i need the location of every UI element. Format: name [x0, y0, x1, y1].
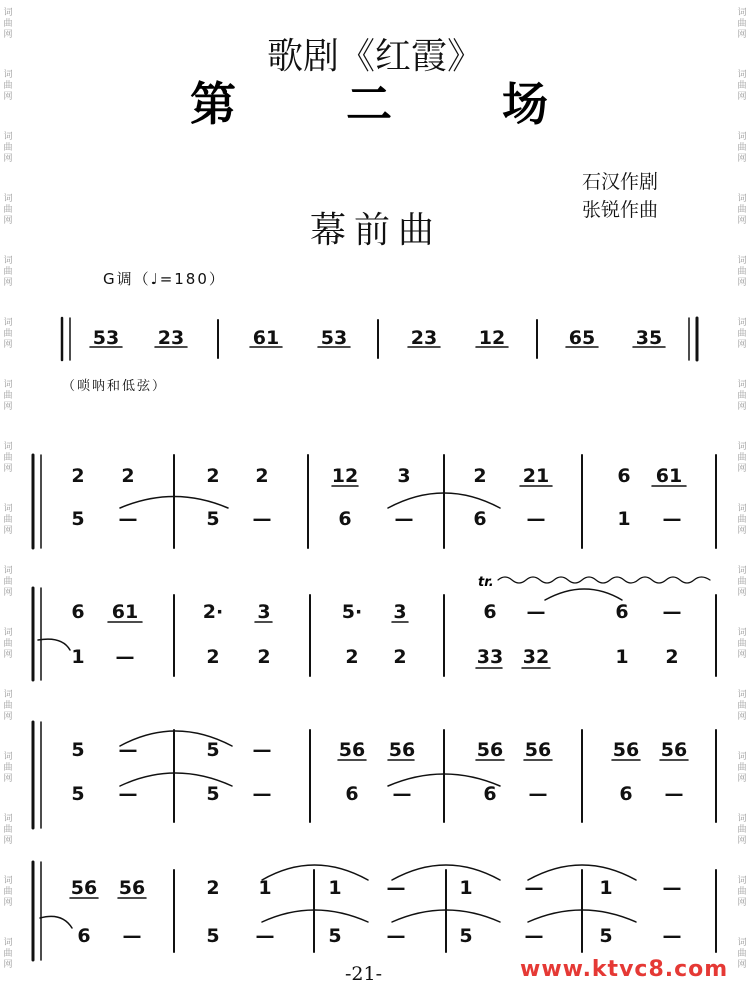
score-note: 6 — [473, 508, 487, 530]
score-note: 2 — [393, 646, 407, 668]
watermark-text: 词 曲 网 — [737, 380, 747, 412]
score-note: 6 — [71, 601, 85, 623]
watermark-text: 词 曲 网 — [737, 504, 747, 536]
score-note: — — [394, 508, 414, 530]
score-note: 5 — [206, 925, 220, 947]
score-note: 2 — [206, 877, 220, 899]
watermark-text: 词 曲 网 — [737, 566, 747, 598]
watermark-text: 词 曲 网 — [737, 876, 747, 908]
score-note: 32 — [522, 646, 550, 668]
score-note: 3 — [257, 601, 271, 623]
score-note: 5 — [71, 739, 85, 761]
watermark-text: 词 曲 网 — [3, 70, 13, 102]
score-note: 12 — [331, 465, 359, 487]
score-note: 2 — [345, 646, 359, 668]
score-note: 5 — [206, 739, 220, 761]
score-note: 6 — [345, 783, 359, 805]
watermark-text: 词 曲 网 — [3, 318, 13, 350]
watermark-text: 词 曲 网 — [3, 442, 13, 474]
score-note: 5 — [599, 925, 613, 947]
score-note: 1 — [258, 877, 272, 899]
score-note: 1 — [615, 646, 629, 668]
watermark-text: 词 曲 网 — [737, 194, 747, 226]
watermark-text: 词 曲 网 — [3, 8, 13, 40]
score-note: — — [524, 877, 544, 899]
watermark-text: 词 曲 网 — [737, 8, 747, 40]
piece-title: 幕前曲 — [310, 210, 443, 251]
score-note: 5 — [206, 783, 220, 805]
watermark-text: 词 曲 网 — [3, 814, 13, 846]
score-note: 56 — [660, 739, 688, 761]
page-number: -21- — [345, 963, 383, 985]
watermark-text: 词 曲 网 — [3, 504, 13, 536]
score-note: — — [526, 601, 546, 623]
key-tempo: G调（♩=180） — [103, 270, 226, 288]
score-note: 5 — [71, 508, 85, 530]
score-note: — — [524, 925, 544, 947]
score-note: 1 — [617, 508, 631, 530]
score-note: 2 — [206, 465, 220, 487]
score-note: 2 — [121, 465, 135, 487]
watermark-text: 词 曲 网 — [3, 132, 13, 164]
score-note: 2 — [257, 646, 271, 668]
score-note: 23 — [157, 327, 185, 349]
score-note: — — [392, 783, 412, 805]
score-note: — — [662, 877, 682, 899]
score-note: 6 — [615, 601, 629, 623]
score-note: 2 — [255, 465, 269, 487]
score-note: 6 — [77, 925, 91, 947]
score-note: — — [662, 508, 682, 530]
score-note: 56 — [476, 739, 504, 761]
score-note: — — [252, 739, 272, 761]
score-note: — — [115, 646, 135, 668]
credit-playwright: 石汉作剧 — [582, 171, 659, 193]
score-note: 56 — [612, 739, 640, 761]
score-note: 33 — [476, 646, 504, 668]
score-note: — — [255, 925, 275, 947]
score-note: 1 — [71, 646, 85, 668]
score-note: 1 — [328, 877, 342, 899]
score-note: 35 — [635, 327, 663, 349]
watermark-text: 词 曲 网 — [737, 318, 747, 350]
score-note: — — [252, 508, 272, 530]
score-note: 56 — [70, 877, 98, 899]
page-title: 歌剧《红霞》 — [266, 36, 483, 77]
score-note: 6 — [619, 783, 633, 805]
watermark-text: 词 曲 网 — [737, 628, 747, 660]
score-note: 6 — [338, 508, 352, 530]
act-heading-char: 第 — [190, 77, 238, 131]
score-note: 56 — [338, 739, 366, 761]
score-note: 61 — [252, 327, 280, 349]
watermark-text: 词 曲 网 — [737, 814, 747, 846]
score-note: 5 — [459, 925, 473, 947]
score-note: — — [252, 783, 272, 805]
score-note: 53 — [92, 327, 120, 349]
score-note: — — [118, 508, 138, 530]
watermark-text: 词 曲 网 — [3, 752, 13, 784]
score-note: 12 — [478, 327, 506, 349]
score-note: — — [664, 783, 684, 805]
watermark-text: 词 曲 网 — [3, 380, 13, 412]
score-note: 3 — [397, 465, 411, 487]
watermark-text: 词 曲 网 — [737, 70, 747, 102]
score-note: 5 — [206, 508, 220, 530]
instrumentation-note: （唢呐和低弦） — [62, 379, 168, 394]
score-note: 6 — [483, 601, 497, 623]
act-heading-char: 二 — [346, 77, 394, 131]
watermark-text: 词 曲 网 — [3, 628, 13, 660]
score-note: 1 — [459, 877, 473, 899]
score-note: 2 — [665, 646, 679, 668]
score-note: 23 — [410, 327, 438, 349]
score-note: 1 — [599, 877, 613, 899]
score-note: 53 — [320, 327, 348, 349]
watermark-text: 词 曲 网 — [737, 752, 747, 784]
score-note: — — [662, 925, 682, 947]
score-note: 2 — [71, 465, 85, 487]
score-note: — — [386, 925, 406, 947]
score-note: 65 — [568, 327, 596, 349]
credit-composer: 张锐作曲 — [582, 199, 659, 221]
score-note: 5 — [71, 783, 85, 805]
score-note: 21 — [522, 465, 550, 487]
watermark-text: 词 曲 网 — [737, 132, 747, 164]
watermark-text: 词 曲 网 — [737, 690, 747, 722]
act-heading-char: 场 — [502, 77, 550, 131]
score-note: 6 — [483, 783, 497, 805]
watermark-text: 词 曲 网 — [3, 876, 13, 908]
watermark-text: 词 曲 网 — [3, 256, 13, 288]
score-note: — — [122, 925, 142, 947]
watermark-text: 词 曲 网 — [737, 938, 747, 970]
score-note: 2· — [202, 601, 224, 623]
watermark-text: 词 曲 网 — [3, 690, 13, 722]
score-note: 61 — [655, 465, 683, 487]
watermark-text: 词 曲 网 — [3, 566, 13, 598]
watermark-text: 词 曲 网 — [737, 256, 747, 288]
trill-mark: tr. — [478, 575, 494, 590]
score-note: 2 — [473, 465, 487, 487]
score-note: 56 — [388, 739, 416, 761]
score-note: 5 — [328, 925, 342, 947]
score-note: — — [662, 601, 682, 623]
score-note: — — [528, 783, 548, 805]
score-note: 56 — [524, 739, 552, 761]
watermark-text: 词 曲 网 — [3, 194, 13, 226]
watermark-text: 词 曲 网 — [737, 442, 747, 474]
score-note: — — [526, 508, 546, 530]
score-note: 3 — [393, 601, 407, 623]
score-note: — — [386, 877, 406, 899]
score-note: 6 — [617, 465, 631, 487]
score-note: 61 — [111, 601, 139, 623]
score-note: 5· — [341, 601, 363, 623]
score-note: 2 — [206, 646, 220, 668]
score-note: 56 — [118, 877, 146, 899]
score-note: — — [118, 739, 138, 761]
website-watermark: www.ktvc8.com — [520, 957, 729, 982]
score-note: — — [118, 783, 138, 805]
watermark-text: 词 曲 网 — [3, 938, 13, 970]
